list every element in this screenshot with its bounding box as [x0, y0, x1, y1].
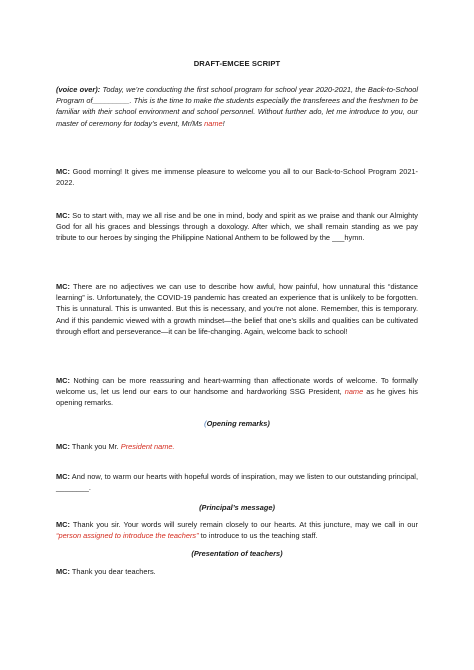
- principal-message-note: (Principal’s message): [199, 503, 275, 512]
- mc-label: MC:: [56, 472, 70, 481]
- mc-paragraph-welcome: [56, 375, 418, 409]
- mc-text: There are no adjectives we can use to describe how awful, how painful, how unnatural this “distance learning” is. Unfortunately, the COVID-19 pandemic has created an experience that is unlikely to be forgotten. This is unnatural. This is unwanted. But this is necessary, and you’re not alone. Remember, this is temporary. And if this pandemic viewed with a growth mindset—the belief that one’s skills and qualities can be cultivated through effort and perseverance—it can be life-changing. Again, welcome back to school!: [56, 282, 418, 336]
- mc-label: MC:: [56, 282, 70, 291]
- mc-text: Thank you Mr.: [69, 442, 121, 451]
- voiceover-label: (voice over):: [56, 85, 101, 94]
- mc-label: MC:: [56, 167, 70, 176]
- opening-remarks-paren: (: [204, 419, 207, 428]
- mc-label: MC:: [56, 520, 70, 529]
- mc-paragraph-distance-learning: [56, 281, 418, 337]
- presentation-teachers-note: (Presentation of teachers): [191, 549, 283, 558]
- president-name-placeholder-2: President name.: [120, 442, 175, 451]
- mc-text: Nothing can be more reassuring and heart-warming than affectionate words of welcome. To formally welcome us, let us lend our ears to our handsome and hardworking SSG President,: [56, 376, 418, 397]
- president-name-placeholder: name: [344, 387, 364, 397]
- voiceover-text: Today, we’re conducting the first school program for school year 2020-2021, the Back-to-School Program of_________. This is the time to make the students especially the transferees and the freshmen to be familiar with their school environment and school personnel. Without further ado, let me introduce to you, our master of ceremony for today’s event, Mr/Ms: [56, 85, 418, 128]
- document-title: DRAFT-EMCEE SCRIPT: [193, 59, 281, 68]
- mc-text-end: as he gives his opening remarks.: [56, 387, 418, 408]
- voiceover-name-placeholder: name: [204, 118, 223, 128]
- mc-text: Thank you dear teachers.: [69, 567, 156, 576]
- mc-text-end: to introduce to us the teaching staff.: [198, 531, 318, 541]
- mc-text: And now, to warm our hearts with hopeful words of inspiration, may we listen to our outstanding principal, ________.: [56, 472, 418, 493]
- mc-paragraph-prayer: [56, 210, 418, 244]
- opening-remarks-note: [56, 418, 418, 429]
- mc-paragraph-principal: [56, 471, 418, 493]
- mc-label: MC:: [56, 442, 70, 451]
- mc-label: MC:: [56, 567, 70, 576]
- person-assigned-placeholder: “person assigned to introduce the teachers”: [56, 531, 199, 541]
- voiceover-paragraph: [56, 84, 418, 129]
- mc-label: MC:: [56, 211, 70, 220]
- voiceover-end: !: [222, 118, 225, 128]
- mc-paragraph-thanks-teachers: [56, 566, 418, 577]
- mc-text: So to start with, may we all rise and be one in mind, body and spirit as we praise and thank our Almighty God for all his graces and blessings through a doxology. After which, we shall remain standing as we pay tribute to our heroes by singing the Philippine National Anthem to be followed by the ___hymn.: [56, 211, 418, 243]
- mc-paragraph-teachers-intro: [56, 519, 418, 541]
- mc-paragraph-greeting: [56, 166, 418, 188]
- mc-text: Good morning! It gives me immense pleasure to welcome you all to our Back-to-School Program 2021-2022.: [56, 167, 418, 188]
- mc-label: MC:: [56, 376, 70, 385]
- mc-text: Thank you sir. Your words will surely remain closely to our hearts. At this juncture, may we call in our: [69, 520, 418, 529]
- mc-paragraph-thanks-president: [56, 441, 418, 452]
- opening-remarks-text: Opening remarks): [206, 419, 270, 428]
